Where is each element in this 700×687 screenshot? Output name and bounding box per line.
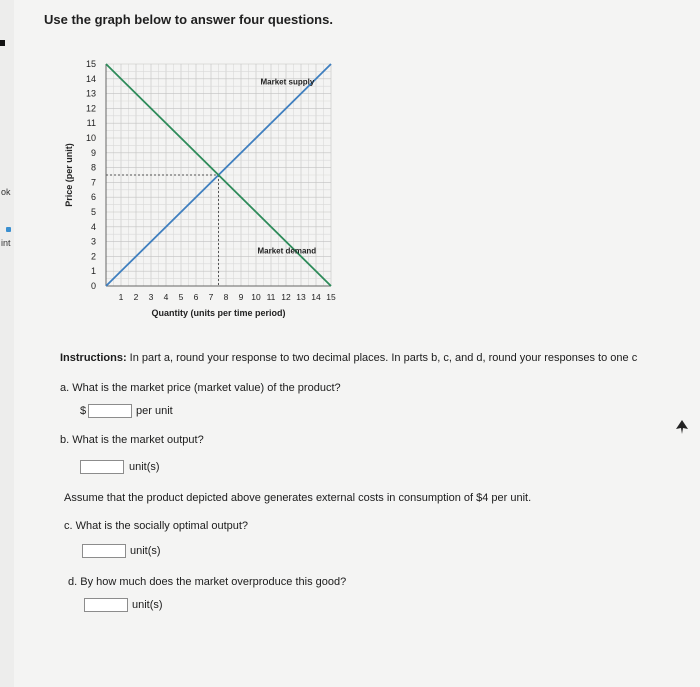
sidebar-item-int[interactable]: int bbox=[1, 238, 11, 248]
x-tick-label: 14 bbox=[311, 292, 321, 302]
y-tick-label: 15 bbox=[85, 59, 96, 69]
x-axis-label: Quantity (units per time period) bbox=[151, 308, 286, 318]
y-tick-label: 11 bbox=[86, 118, 96, 129]
x-tick-label: 11 bbox=[266, 292, 276, 302]
question-c-unit: unit(s) bbox=[130, 545, 161, 557]
market-output-input[interactable] bbox=[80, 460, 124, 474]
question-b-prompt: b. What is the market output? bbox=[60, 434, 204, 446]
y-tick-label: 0 bbox=[90, 281, 96, 291]
demand-curve-label: Market demand bbox=[257, 246, 317, 256]
y-tick-label: 8 bbox=[90, 162, 96, 173]
y-tick-label: 1 bbox=[90, 266, 96, 277]
supply-demand-chart bbox=[56, 44, 356, 340]
y-tick-label: 2 bbox=[90, 251, 96, 262]
sidebar-dot-icon bbox=[6, 227, 11, 232]
edge-marker bbox=[0, 40, 5, 46]
x-tick-label: 3 bbox=[148, 292, 154, 302]
x-tick-label: 15 bbox=[326, 292, 336, 302]
x-tick-label: 9 bbox=[238, 292, 244, 302]
x-tick-label: 1 bbox=[118, 292, 124, 302]
question-a-unit: per unit bbox=[136, 405, 173, 417]
x-tick-label: 7 bbox=[208, 292, 214, 302]
dollar-prefix: $ bbox=[80, 405, 87, 417]
instructions bbox=[60, 352, 700, 364]
y-tick-label: 9 bbox=[90, 147, 96, 158]
question-c-prompt: c. What is the socially optimal output? bbox=[64, 520, 249, 532]
x-tick-label: 4 bbox=[163, 292, 169, 302]
optimal-output-input[interactable] bbox=[82, 544, 126, 558]
y-tick-label: 13 bbox=[85, 88, 96, 99]
y-tick-label: 6 bbox=[90, 192, 96, 203]
y-tick-label: 14 bbox=[85, 73, 96, 84]
side-panel-edge bbox=[0, 0, 14, 687]
y-axis-label: Price (per unit) bbox=[64, 143, 74, 207]
y-tick-label: 10 bbox=[85, 133, 96, 143]
y-tick-label: 12 bbox=[85, 103, 96, 114]
x-tick-label: 12 bbox=[281, 292, 291, 302]
question-b-unit: unit(s) bbox=[129, 461, 160, 473]
question-d-unit: unit(s) bbox=[132, 599, 163, 611]
x-tick-label: 10 bbox=[251, 292, 261, 302]
x-tick-label: 13 bbox=[296, 292, 306, 302]
y-tick-label: 7 bbox=[90, 177, 96, 188]
instructions-label: Instructions: bbox=[60, 352, 127, 364]
y-tick-label: 4 bbox=[90, 221, 96, 232]
y-tick-label: 3 bbox=[90, 236, 96, 247]
supply-curve-label: Market supply bbox=[260, 77, 315, 87]
market-price-input[interactable] bbox=[88, 404, 132, 418]
overproduction-input[interactable] bbox=[84, 598, 128, 612]
question-d-prompt: d. By how much does the market overproduce this good? bbox=[68, 576, 347, 588]
x-tick-label: 8 bbox=[223, 292, 229, 302]
x-tick-label: 6 bbox=[193, 292, 199, 302]
instructions-text: In part a, round your response to two decimal places. In parts b, c, and d, round your responses to one c bbox=[126, 352, 638, 364]
page-title: Use the graph below to answer four questions. bbox=[44, 12, 333, 27]
y-tick-label: 5 bbox=[90, 207, 96, 217]
sidebar-item-ok[interactable]: ok bbox=[1, 187, 11, 197]
external-cost-assumption: Assume that the product depicted above generates external costs in consumption of $4 per unit. bbox=[64, 492, 532, 504]
mouse-pointer-icon bbox=[676, 420, 688, 434]
x-tick-label: 2 bbox=[133, 292, 139, 302]
question-a-prompt: a. What is the market price (market value) of the product? bbox=[60, 382, 341, 394]
x-tick-label: 5 bbox=[178, 292, 184, 302]
